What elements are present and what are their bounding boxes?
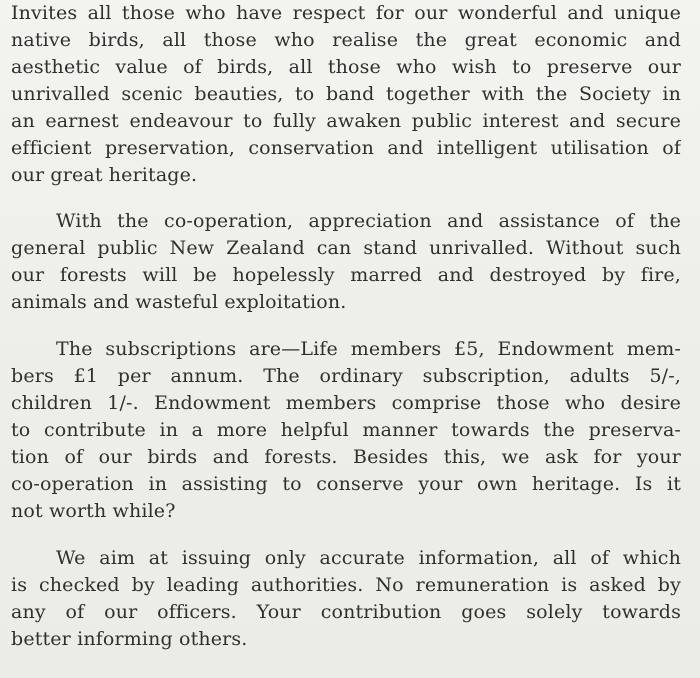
paragraph-line: unrivalled scenic beauties, to band together with the Society in: [11, 83, 681, 105]
paragraph-line: co-operation in assisting to conserve your own heritage. Is it: [11, 473, 681, 495]
paragraph-line: to contribute in a more helpful manner towards the preserva-: [11, 419, 681, 441]
paragraph-line: general public New Zealand can stand unrivalled. Without such: [11, 237, 681, 259]
paragraph-invitation: [11, 0, 681, 189]
paragraph-line: animals and wasteful exploitation.: [11, 291, 347, 313]
paragraph-line: bers £1 per annum. The ordinary subscription, adults 5/-,: [11, 365, 681, 387]
paragraph-accuracy: [11, 545, 681, 653]
paragraph-line: better informing others.: [11, 628, 248, 650]
paragraph-subscriptions: [11, 336, 681, 525]
paragraph-line: any of our officers. Your contribution goes solely towards: [11, 601, 681, 623]
paragraph-line: an earnest endeavour to fully awaken public interest and secure: [11, 110, 681, 132]
paragraph-line: is checked by leading authorities. No remuneration is asked by: [11, 574, 681, 596]
paragraph-line: our forests will be hopelessly marred and destroyed by fire,: [11, 264, 681, 286]
paragraph-line: not worth while?: [11, 500, 176, 522]
paragraph-line: Invites all those who have respect for our wonderful and unique: [11, 2, 681, 24]
paragraph-line: aesthetic value of birds, all those who wish to preserve our: [11, 56, 681, 78]
paragraph-line: We aim at issuing only accurate information, all of which: [56, 547, 681, 569]
paragraph-line: The subscriptions are—Life members £5, Endowment mem-: [56, 338, 681, 360]
paragraph-line: With the co-operation, appreciation and assistance of the: [56, 210, 681, 232]
paragraph-line: native birds, all those who realise the great economic and: [11, 29, 681, 51]
paragraph-line: our great heritage.: [11, 164, 198, 186]
paragraph-line: efficient preservation, conservation and intelligent utilisation of: [11, 137, 681, 159]
paragraph-cooperation: [11, 208, 681, 316]
paragraph-line: tion of our birds and forests. Besides this, we ask for your: [11, 446, 681, 468]
paragraph-line: children 1/-. Endowment members comprise those who desire: [11, 392, 681, 414]
